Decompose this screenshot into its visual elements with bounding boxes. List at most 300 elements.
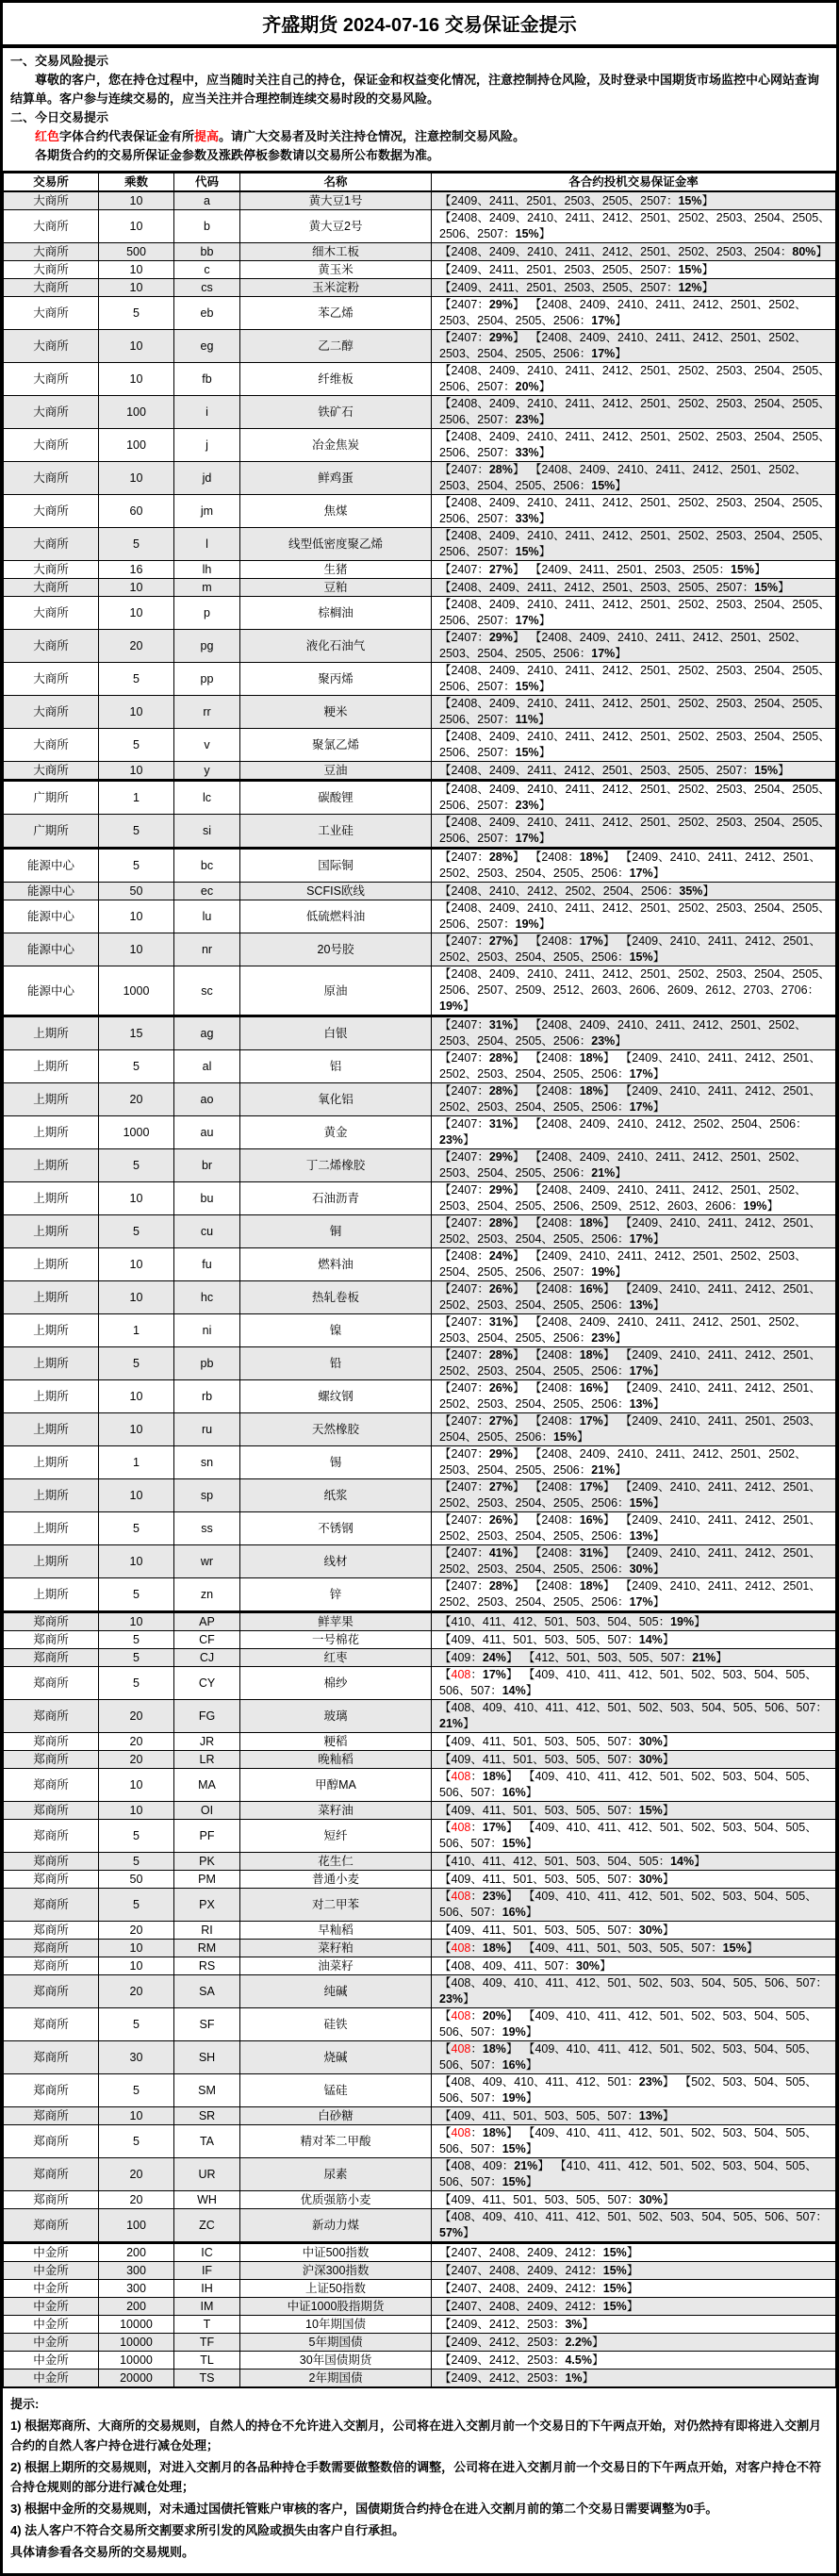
margin-rate-value: 27% <box>488 1414 513 1428</box>
margin-rate-value: 13% <box>629 1298 653 1312</box>
margin-rate-value: 1% <box>565 2370 583 2385</box>
contract-months: 2407 <box>451 1546 478 1560</box>
rate-group: 【2408、2409、2410、2411、2412、2501、2502、2503、2504、2505、2506、2507：17%】 <box>439 598 831 627</box>
red-highlight-text: 提高 <box>194 129 220 143</box>
name-cell: 普通小麦 <box>240 1871 432 1889</box>
rate-group: 【409、410、411、412、501、502、503、504、505、506、507：16%】 <box>439 2042 817 2072</box>
rates-cell <box>432 1820 836 1853</box>
margin-rate-value: 17% <box>579 1480 603 1494</box>
rate-group: 【2407：31%】 <box>439 1117 525 1131</box>
margin-rate-value: 29% <box>488 1150 513 1164</box>
margin-rate-value: 17% <box>482 1668 506 1681</box>
multiplier-cell: 20 <box>99 1751 174 1769</box>
table-row-ni <box>4 1314 836 1347</box>
rates-cell <box>432 1922 836 1940</box>
rate-group: 【2409、2410、2411、2412、2501、2502、2503、2504、2505、2506：17%】 <box>439 1216 821 1246</box>
exchange-cell: 广期所 <box>4 781 99 815</box>
name-cell: 氧化铝 <box>240 1083 432 1116</box>
rates-cell <box>432 1149 836 1182</box>
exchange-cell: 郑商所 <box>4 1871 99 1889</box>
margin-rate-value: 21% <box>591 1166 616 1180</box>
code-cell: cu <box>174 1215 240 1248</box>
rate-group: 【2408：18%】 <box>529 1084 616 1098</box>
table-row-zn <box>4 1578 836 1612</box>
table-row-lc <box>4 781 836 815</box>
contract-months: 2409、2410、2411、2412、2501、2502、2503、2504、2505、2506、2507 <box>439 1249 807 1279</box>
contract-months: 2407 <box>451 1117 478 1131</box>
code-cell: ec <box>174 883 240 900</box>
margin-rate-value: 28% <box>488 1348 513 1362</box>
contract-months: 2409、2410、2411、2412、2501、2502、2503、2504、2505、2506 <box>439 1546 821 1576</box>
exchange-cell: 郑商所 <box>4 2125 99 2158</box>
code-cell: T <box>174 2316 240 2334</box>
contract-months: 2409、2412、2503 <box>451 2353 553 2367</box>
rates-cell <box>432 495 836 528</box>
table-row-br <box>4 1149 836 1182</box>
table-row-AP <box>4 1612 836 1631</box>
exchange-cell: 中金所 <box>4 2316 99 2334</box>
margin-rate-value: 17% <box>591 314 616 327</box>
code-cell: ao <box>174 1083 240 1116</box>
multiplier-cell: 5 <box>99 1050 174 1083</box>
table-row-TS <box>4 2370 836 2388</box>
exchange-cell: 大商所 <box>4 429 99 462</box>
rate-group: 【2409、2411、2501、2503、2505、2507：15%】 <box>439 193 714 207</box>
name-cell: 铝 <box>240 1050 432 1083</box>
contract-months: 2408、2409、2410、2411、2412、2501、2502、2503、2504、2505、2506、2507 <box>439 364 831 393</box>
rates-cell <box>432 210 836 243</box>
margin-rate-value: 30% <box>576 1958 600 1973</box>
margin-rate-value: 29% <box>488 1447 513 1461</box>
today-notice-heading: 二、今日交易提示 <box>10 110 109 124</box>
rates-cell <box>432 1413 836 1446</box>
margin-rate-value: 15% <box>502 2175 526 2188</box>
code-cell: TS <box>174 2370 240 2388</box>
code-cell: sc <box>174 966 240 1016</box>
code-cell: l <box>174 528 240 561</box>
contract-months: 2408、2409、2410、2411、2412、2501、2502、2503、2504、2505、2506、2507 <box>439 529 831 558</box>
code-cell: ZC <box>174 2209 240 2243</box>
margin-rate-value: 19% <box>670 1614 695 1628</box>
code-cell: pb <box>174 1347 240 1380</box>
name-cell: 豆粕 <box>240 579 432 597</box>
exchange-cell: 上期所 <box>4 1215 99 1248</box>
multiplier-cell: 5 <box>99 1215 174 1248</box>
name-cell: 棕榈油 <box>240 597 432 630</box>
code-cell: al <box>174 1050 240 1083</box>
rates-cell <box>432 1446 836 1479</box>
rate-group: 【410、411、412、501、502、503、504、505、506、507：15%】 <box>439 2159 817 2188</box>
raised-margin-months: 408 <box>451 1890 471 1903</box>
rate-group: 【2407：26%】 <box>439 1513 525 1527</box>
rates-cell <box>432 815 836 849</box>
rates-cell <box>432 2370 836 2388</box>
multiplier-cell: 10 <box>99 1545 174 1578</box>
rate-group: 【408：17%】 <box>439 1668 518 1681</box>
multiplier-cell: 20 <box>99 1922 174 1940</box>
exchange-cell: 上期所 <box>4 1281 99 1314</box>
multiplier-cell: 10 <box>99 1182 174 1215</box>
contract-months: 409、410、411、412、501、502、503、504、505、506、507 <box>439 2009 817 2039</box>
margin-rate-value: 23% <box>439 1133 464 1147</box>
table-row-pb <box>4 1347 836 1380</box>
multiplier-cell: 10 <box>99 1413 174 1446</box>
margin-rate-value: 15% <box>602 2263 627 2277</box>
rate-group: 【2407：28%】 <box>439 1579 525 1593</box>
code-cell: FG <box>174 1700 240 1733</box>
code-cell: pg <box>174 630 240 663</box>
rates-cell <box>432 1380 836 1413</box>
name-cell: 优质强筋小麦 <box>240 2191 432 2209</box>
multiplier-cell: 30 <box>99 2041 174 2074</box>
margin-rate-value: 18% <box>579 1579 603 1593</box>
exchange-cell: 能源中心 <box>4 849 99 883</box>
name-cell: 20号胶 <box>240 933 432 966</box>
rates-cell <box>432 1667 836 1700</box>
multiplier-cell: 1 <box>99 1446 174 1479</box>
table-row-CY <box>4 1667 836 1700</box>
exchange-cell: 郑商所 <box>4 1751 99 1769</box>
rate-group: 【2408、2409、2410、2411、2412、2501、2502、2503、2504、2505、2506、2507：23%】 <box>439 397 831 426</box>
rate-group: 【2408、2409、2410、2411、2412、2501、2502、2503、2504、2505、2506、2507：33%】 <box>439 496 831 525</box>
footer-heading: 提示: <box>10 2397 40 2411</box>
rate-group: 【2409、2410、2411、2412、2501、2502、2503、2504、2505、2506：17%】 <box>439 1348 821 1378</box>
table-row-bb <box>4 243 836 261</box>
rates-cell <box>432 2243 836 2262</box>
margin-rate-value: 23% <box>515 799 539 812</box>
margin-rate-value: 15% <box>502 1837 526 1850</box>
name-cell: 短纤 <box>240 1820 432 1853</box>
name-cell: 5年期国债 <box>240 2334 432 2352</box>
name-cell: 硅铁 <box>240 2008 432 2041</box>
rate-group: 【409、411、501、503、505、507：15%】 <box>439 1803 675 1817</box>
rate-group: 【2407：29%】 <box>439 331 525 344</box>
multiplier-cell: 5 <box>99 1512 174 1545</box>
margin-rate-value: 31% <box>488 1018 513 1032</box>
rate-group: 【2408、2409、2410、2411、2412、2501、2502、2503、2504、2505、2506、2507：11%】 <box>439 697 831 726</box>
exchange-cell: 上期所 <box>4 1413 99 1446</box>
margin-rate-value: 18% <box>579 1051 603 1065</box>
contract-months: 409、410、411、412、501、502、503、504、505、506、507 <box>439 1668 817 1697</box>
multiplier-cell: 20 <box>99 630 174 663</box>
contract-months: 409、410、411、412、501、502、503、504、505、506、507 <box>439 1770 817 1799</box>
rates-cell <box>432 1700 836 1733</box>
rate-group: 【2407：28%】 <box>439 850 525 864</box>
rate-group: 【2408、2409、2410、2411、2412、2501、2502、2503、2504、2505、2506：17%】 <box>439 631 807 660</box>
red-highlight-text: 红色 <box>35 129 60 143</box>
rates-cell <box>432 2041 836 2074</box>
margin-rate-value: 18% <box>482 2126 506 2139</box>
table-row-PK <box>4 1853 836 1871</box>
margin-rate-value: 24% <box>488 1249 513 1263</box>
exchange-cell: 大商所 <box>4 630 99 663</box>
rates-cell <box>432 243 836 261</box>
rates-cell <box>432 663 836 696</box>
code-cell: nr <box>174 933 240 966</box>
contract-months: 2408 <box>541 1381 568 1395</box>
name-cell: 苯乙烯 <box>240 297 432 330</box>
margin-rate-value: 27% <box>488 1480 513 1494</box>
margin-rate-value: 3% <box>565 2317 583 2331</box>
contract-months: 408、409、410、411、412、501、502、503、504、505、506、507 <box>451 1701 816 1714</box>
contract-months: 2408 <box>541 1216 568 1230</box>
contract-months: 2408 <box>541 1348 568 1362</box>
name-cell: 原油 <box>240 966 432 1016</box>
multiplier-cell: 16 <box>99 561 174 579</box>
code-cell: RM <box>174 1940 240 1957</box>
table-row-UR <box>4 2158 836 2191</box>
contract-months: 2407 <box>451 850 478 864</box>
table-header-row <box>4 173 836 192</box>
margin-rate-value: 23% <box>515 413 539 426</box>
margin-rate-value: 15% <box>602 2299 627 2313</box>
margin-rate-value: 17% <box>579 1414 603 1428</box>
name-cell: 生猪 <box>240 561 432 579</box>
code-cell: CY <box>174 1667 240 1700</box>
plain-text: 。请广大交易者及时关注持仓情况，注意控制交易风险。 <box>219 129 526 143</box>
rate-group: 【2408、2409、2410、2411、2412、2501、2502、2503、2504、2505、2506、2507：15%】 <box>439 529 831 558</box>
rate-group: 【409、411、501、503、505、507：30%】 <box>439 1872 675 1886</box>
rate-group: 【2408、2409、2410、2411、2412、2501、2502、2503、2504、2505、2506：21%】 <box>439 1150 807 1180</box>
rates-cell <box>432 1116 836 1149</box>
margin-rate-value: 16% <box>502 2058 526 2072</box>
code-cell: br <box>174 1149 240 1182</box>
code-cell: SF <box>174 2008 240 2041</box>
rates-cell <box>432 1751 836 1769</box>
margin-rate-value: 17% <box>482 1821 506 1834</box>
rate-group: 【409、411、501、503、505、507：30%】 <box>439 1752 675 1766</box>
name-cell: 甲醇MA <box>240 1769 432 1802</box>
multiplier-cell: 10 <box>99 1957 174 1975</box>
risk-notice-body: 尊敬的客户，您在持仓过程中，应当随时关注自己的持仓，保证金和权益变化情况，注意控制持仓风险，及时登录中国期货市场监控中心网站查询结算单。客户参与连续交易的，应当关注并合理控制连续交易时段的交易风险。 <box>10 73 820 106</box>
name-cell: 10年期国债 <box>240 2316 432 2334</box>
contract-months: 2409、2410、2411、2412、2501、2502、2503、2504、2505、2506 <box>439 1348 821 1378</box>
margin-rate-value: 29% <box>488 631 513 644</box>
margin-rate-value: 17% <box>579 934 603 948</box>
rate-group: 【2409、2410、2411、2412、2501、2502、2503、2504、2505、2506：17%】 <box>439 1579 821 1609</box>
multiplier-cell: 10 <box>99 696 174 729</box>
table-row-PF <box>4 1820 836 1853</box>
exchange-cell: 中金所 <box>4 2352 99 2370</box>
exchange-cell: 上期所 <box>4 1050 99 1083</box>
margin-rate-value: 14% <box>670 1854 695 1868</box>
multiplier-cell: 10000 <box>99 2334 174 2352</box>
rate-group: 【408：23%】 <box>439 1890 518 1903</box>
exchange-cell: 能源中心 <box>4 966 99 1016</box>
rates-cell <box>432 191 836 210</box>
rate-group: 【2409、2412、2503：1%】 <box>439 2370 595 2385</box>
rate-group: 【2407：29%】 <box>439 298 525 311</box>
margin-rate-value: 31% <box>579 1546 603 1560</box>
table-row-SH <box>4 2041 836 2074</box>
code-cell: ag <box>174 1016 240 1050</box>
rate-group: 【2407、2408、2409、2412：15%】 <box>439 2299 639 2313</box>
table-row-nr <box>4 933 836 966</box>
rate-group: 【2408：18%】 <box>529 1051 616 1065</box>
exchange-cell: 上期所 <box>4 1149 99 1182</box>
margin-rate-value: 17% <box>591 347 616 360</box>
name-cell: 油菜籽 <box>240 1957 432 1975</box>
rates-cell <box>432 1649 836 1667</box>
contract-months: 2408、2409、2410、2411、2412、2501、2502、2503、2504、2505、2506 <box>439 331 807 360</box>
rate-group: 【2409、2410、2411、2412、2501、2502、2503、2504、2505、2506：17%】 <box>439 1084 821 1114</box>
exchange-cell: 大商所 <box>4 363 99 396</box>
margin-rate-value: 27% <box>488 934 513 948</box>
margin-rate-value: 23% <box>482 1890 506 1903</box>
name-cell: 螺纹钢 <box>240 1380 432 1413</box>
exchange-cell: 上期所 <box>4 1578 99 1612</box>
margin-rate-value: 4.5% <box>565 2353 592 2367</box>
rate-group: 【408：18%】 <box>439 2042 518 2056</box>
table-row-wr <box>4 1545 836 1578</box>
name-cell: 黄金 <box>240 1116 432 1149</box>
multiplier-cell: 10 <box>99 210 174 243</box>
name-cell: 铅 <box>240 1347 432 1380</box>
margin-rate-value: 30% <box>629 1562 653 1576</box>
rate-group: 【2408、2409、2410、2411、2412、2501、2502、2503、2504、2505、2506、2507：23%】 <box>439 783 831 812</box>
name-cell: 2年期国债 <box>240 2370 432 2388</box>
footer-note-2: 2) 根据上期所的交易规则，对进入交割月的各品种持仓手数需要做整数倍的调整，公司将在进入交割月前一个交易日的下午两点开始，对客户持仓不符合持仓规则的部分进行减仓处理； <box>10 2460 822 2494</box>
exchange-cell: 郑商所 <box>4 2041 99 2074</box>
table-row-OI <box>4 1802 836 1820</box>
contract-months: 409、411、501、503、505、507 <box>451 2108 628 2122</box>
table-row-hc <box>4 1281 836 1314</box>
code-cell: IC <box>174 2243 240 2262</box>
contract-months: 2408、2409、2410、2411、2412、2501、2502、2503、2504、2505、2506 <box>439 631 807 660</box>
contract-months: 2408、2409、2410、2411、2412、2501、2502、2503、2504、2505、2506 <box>439 298 807 327</box>
table-row-IH <box>4 2280 836 2298</box>
rate-group: 【409、410、411、412、501、502、503、504、505、506、507：15%】 <box>439 1821 817 1850</box>
name-cell: 30年国债期货 <box>240 2352 432 2370</box>
rate-group: 【409、411、501、503、505、507：13%】 <box>439 2108 675 2122</box>
name-cell: 聚丙烯 <box>240 663 432 696</box>
contract-months: 408、409 <box>451 2159 502 2172</box>
exchange-cell: 郑商所 <box>4 1631 99 1649</box>
rates-cell <box>432 2334 836 2352</box>
contract-months: 2408 <box>541 1414 568 1428</box>
rate-group: 【2408、2409、2410、2411、2412、2501、2502、2503、2504、2505、2506、2507：15%】 <box>439 211 831 240</box>
rate-group: 【2409、2410、2411、2412、2501、2502、2503、2504、2505、2506：13%】 <box>439 1513 821 1543</box>
rates-cell <box>432 462 836 495</box>
exchange-cell: 郑商所 <box>4 1922 99 1940</box>
contract-months: 2408 <box>541 1513 568 1527</box>
rates-cell <box>432 2298 836 2316</box>
code-cell: eg <box>174 330 240 363</box>
contract-months: 2408、2410、2412、2502、2504、2506 <box>451 883 667 898</box>
margin-rate-value: 15% <box>731 562 755 576</box>
table-row-fu <box>4 1248 836 1281</box>
rates-cell <box>432 1802 836 1820</box>
rate-group: 【408、409：21%】 <box>439 2159 550 2172</box>
rate-group: 【409、410、411、412、501、502、503、504、505、506、507：19%】 <box>439 2009 817 2039</box>
contract-months: 2407、2408、2409、2412 <box>451 2245 592 2259</box>
contract-months: 2408 <box>541 1546 568 1560</box>
code-cell: PK <box>174 1853 240 1871</box>
code-cell: eb <box>174 297 240 330</box>
exchange-cell: 郑商所 <box>4 1853 99 1871</box>
exchange-cell: 大商所 <box>4 729 99 762</box>
rate-group: 【2407：29%】 <box>439 1447 525 1461</box>
exchange-cell: 大商所 <box>4 330 99 363</box>
rates-cell <box>432 1083 836 1116</box>
rate-group: 【412、501、503、505、507：21%】 <box>522 1650 728 1664</box>
code-cell: y <box>174 762 240 781</box>
margin-rate-value: 19% <box>743 1199 767 1213</box>
table-row-TA <box>4 2125 836 2158</box>
name-cell: 黄玉米 <box>240 261 432 279</box>
contract-months: 2407 <box>451 1018 478 1032</box>
rate-group: 【2408：16%】 <box>529 1381 616 1395</box>
name-cell: 液化石油气 <box>240 630 432 663</box>
footer-note-3: 3) 根据中金所的交易规则，对未通过国债托管账户审核的客户，国债期货合约持仓在进入交割月前的第二个交易日需要调整为0手。 <box>10 2502 718 2516</box>
rate-group: 【409、410、411、412、501、502、503、504、505、506、507：16%】 <box>439 1770 817 1799</box>
rates-cell <box>432 363 836 396</box>
contract-months: 409 <box>451 1650 471 1664</box>
name-cell: 锌 <box>240 1578 432 1612</box>
rate-group: 【2408、2409、2410、2411、2412、2501、2502、2503、2504、2505、2506、2507：17%】 <box>439 816 831 845</box>
code-cell: JR <box>174 1733 240 1751</box>
contract-months: 2407 <box>451 1315 478 1329</box>
code-cell: PX <box>174 1889 240 1922</box>
contract-months: 2408、2409、2410、2411、2412、2501、2502、2503、2504、2505、2506、2507 <box>439 783 831 812</box>
contract-months: 2408、2409、2410、2411、2412、2501、2502、2503、2504、2505、2506、2507 <box>439 901 831 931</box>
name-cell: 铁矿石 <box>240 396 432 429</box>
rate-group: 【409、411、501、503、505、507：14%】 <box>439 1632 675 1646</box>
multiplier-cell: 5 <box>99 2008 174 2041</box>
name-cell: 丁二烯橡胶 <box>240 1149 432 1182</box>
name-cell: 白砂糖 <box>240 2107 432 2125</box>
exchange-cell: 上期所 <box>4 1182 99 1215</box>
name-cell: 线材 <box>240 1545 432 1578</box>
table-row-a <box>4 191 836 210</box>
margin-rate-value: 15% <box>552 1430 577 1444</box>
code-cell: CJ <box>174 1649 240 1667</box>
contract-months: 2408、2409、2410、2412、2502、2504、2506 <box>541 1117 797 1131</box>
margin-rate-value: 21% <box>514 2159 538 2172</box>
margin-rate-value: 2.2% <box>565 2335 592 2349</box>
contract-months: 2408、2409、2410、2411、2412、2501、2502、2503、2504 <box>451 244 781 258</box>
rates-cell <box>432 1248 836 1281</box>
rates-cell <box>432 900 836 933</box>
multiplier-cell: 10 <box>99 1281 174 1314</box>
multiplier-cell: 10 <box>99 462 174 495</box>
name-cell: 沪深300指数 <box>240 2262 432 2280</box>
code-cell: sp <box>174 1479 240 1512</box>
exchange-cell: 上期所 <box>4 1347 99 1380</box>
contract-months: 2407 <box>451 1084 478 1098</box>
exchange-cell: 大商所 <box>4 597 99 630</box>
multiplier-cell: 50 <box>99 1871 174 1889</box>
rate-group: 【2408、2409、2410、2411、2412、2501、2502、2503、2504、2505、2506、2507：20%】 <box>439 364 831 393</box>
contract-months: 2408、2409、2410、2411、2412、2501、2502、2503、2504、2505、2506、2507 <box>439 397 831 426</box>
plain-text: 字体合约代表保证金有所 <box>59 129 195 143</box>
table-row-b <box>4 210 836 243</box>
exchange-cell: 能源中心 <box>4 900 99 933</box>
contract-months: 2407 <box>451 934 478 948</box>
margin-rate-value: 33% <box>515 446 539 459</box>
rate-group: 【408、409、410、411、412、501、502、503、504、505、506、507：23%】 <box>439 1976 828 2006</box>
code-cell: v <box>174 729 240 762</box>
multiplier-cell: 20 <box>99 2191 174 2209</box>
margin-rate-value: 21% <box>591 1463 616 1477</box>
rate-group: 【2409、2412、2503：3%】 <box>439 2317 595 2331</box>
name-cell: 纤维板 <box>240 363 432 396</box>
table-row-ao <box>4 1083 836 1116</box>
rate-group: 【2408、2409、2411、2412、2501、2503、2505、2507：15%】 <box>439 763 790 777</box>
rates-cell <box>432 1050 836 1083</box>
rate-group: 【408：18%】 <box>439 2126 518 2139</box>
code-cell: rr <box>174 696 240 729</box>
